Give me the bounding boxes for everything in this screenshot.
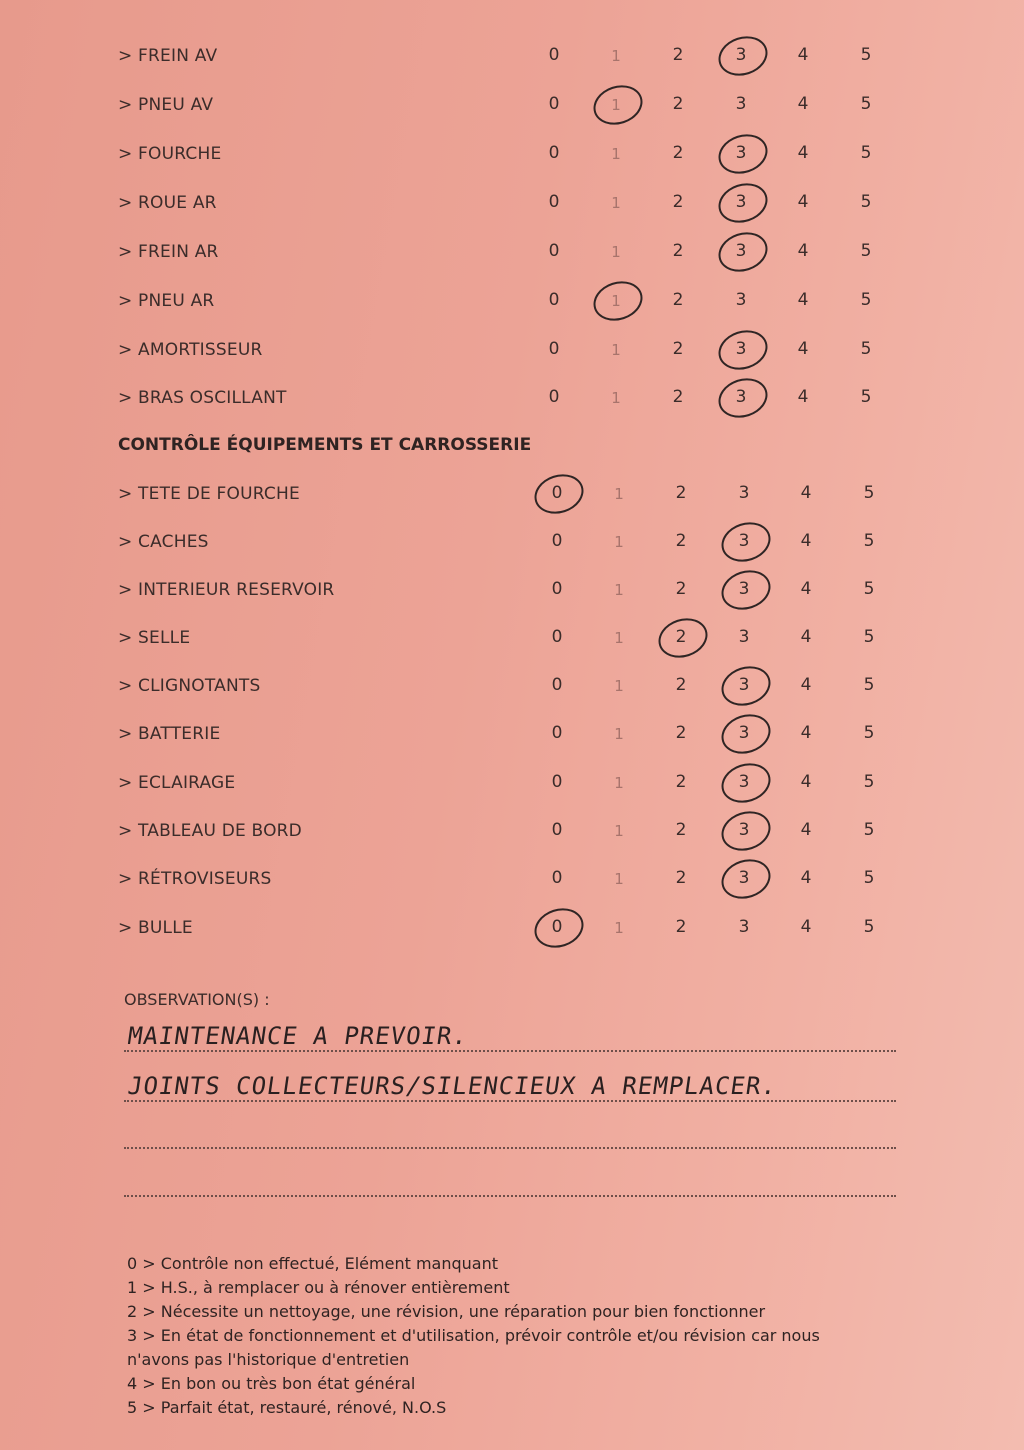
score-4: 4 <box>797 45 809 65</box>
score-0: 0 <box>548 192 560 212</box>
row-label: > INTERIEUR RESERVOIR <box>118 580 335 600</box>
rating-row <box>0 672 1024 702</box>
score-2: 2 <box>675 917 687 937</box>
score-4: 4 <box>797 192 809 212</box>
score-3: 3 <box>738 723 750 743</box>
score-1: 1 <box>611 389 621 407</box>
rating-row <box>0 480 1024 510</box>
legend-item: 2 > Nécessite un nettoyage, une révision, une réparation pour bien fonctionner <box>127 1302 766 1321</box>
score-5: 5 <box>860 192 872 212</box>
score-1: 1 <box>611 243 621 261</box>
score-1: 1 <box>611 47 621 65</box>
score-1: 1 <box>614 485 624 503</box>
observation-dotted-line-4 <box>124 1195 896 1197</box>
score-1: 1 <box>611 145 621 163</box>
legend-item: 4 > En bon ou très bon état général <box>127 1374 416 1393</box>
rating-legend <box>127 1252 820 1420</box>
score-4: 4 <box>797 387 809 407</box>
row-label: > ECLAIRAGE <box>118 773 236 793</box>
score-4: 4 <box>800 868 812 888</box>
score-0: 0 <box>551 868 563 888</box>
score-1: 1 <box>614 677 624 695</box>
row-label: > FREIN AR <box>118 242 219 262</box>
circled-rating-mark <box>716 757 775 809</box>
rating-row <box>0 817 1024 847</box>
score-2: 2 <box>672 387 684 407</box>
observation-line-1: MAINTENANCE A PREVOIR. <box>126 1022 470 1050</box>
score-3: 3 <box>735 290 747 310</box>
legend-item: 1 > H.S., à remplacer ou à rénover entièrement <box>127 1278 510 1297</box>
row-label: > FREIN AV <box>118 46 218 66</box>
score-0: 0 <box>551 772 563 792</box>
score-0: 0 <box>551 917 563 937</box>
row-label: > SELLE <box>118 628 191 648</box>
score-4: 4 <box>800 531 812 551</box>
score-3: 3 <box>738 820 750 840</box>
score-0: 0 <box>548 94 560 114</box>
score-4: 4 <box>797 241 809 261</box>
circled-rating-mark <box>588 79 647 131</box>
row-label: > TETE DE FOURCHE <box>118 484 300 504</box>
score-5: 5 <box>863 820 875 840</box>
score-2: 2 <box>675 579 687 599</box>
score-5: 5 <box>863 772 875 792</box>
score-1: 1 <box>614 919 624 937</box>
score-1: 1 <box>614 581 624 599</box>
score-2: 2 <box>675 772 687 792</box>
score-4: 4 <box>800 483 812 503</box>
circled-rating-mark <box>588 275 647 327</box>
score-5: 5 <box>860 241 872 261</box>
row-label: > FOURCHE <box>118 144 222 164</box>
score-4: 4 <box>800 627 812 647</box>
score-3: 3 <box>735 45 747 65</box>
score-4: 4 <box>800 917 812 937</box>
score-2: 2 <box>675 868 687 888</box>
score-3: 3 <box>738 772 750 792</box>
score-3: 3 <box>735 143 747 163</box>
score-5: 5 <box>860 45 872 65</box>
score-5: 5 <box>860 94 872 114</box>
score-2: 2 <box>675 723 687 743</box>
score-2: 2 <box>675 483 687 503</box>
score-0: 0 <box>548 339 560 359</box>
score-3: 3 <box>738 483 750 503</box>
circled-rating-mark <box>653 612 712 664</box>
score-0: 0 <box>551 723 563 743</box>
rating-row <box>0 528 1024 558</box>
score-4: 4 <box>800 675 812 695</box>
circled-rating-mark <box>716 660 775 712</box>
rating-row <box>0 624 1024 654</box>
score-2: 2 <box>672 94 684 114</box>
circled-rating-mark <box>713 177 772 229</box>
score-5: 5 <box>860 387 872 407</box>
rating-row <box>0 576 1024 606</box>
score-1: 1 <box>611 96 621 114</box>
rating-row <box>0 189 1024 219</box>
circled-rating-mark <box>713 30 772 82</box>
rating-row <box>0 287 1024 317</box>
score-0: 0 <box>551 531 563 551</box>
score-3: 3 <box>738 627 750 647</box>
score-0: 0 <box>551 483 563 503</box>
legend-item: 0 > Contrôle non effectué, Elément manquant <box>127 1254 498 1273</box>
circled-rating-mark <box>713 226 772 278</box>
observation-dotted-line-2 <box>124 1100 896 1102</box>
score-0: 0 <box>551 579 563 599</box>
score-4: 4 <box>800 772 812 792</box>
circled-rating-mark <box>716 708 775 760</box>
rating-row <box>0 914 1024 944</box>
score-3: 3 <box>735 94 747 114</box>
score-2: 2 <box>672 290 684 310</box>
score-3: 3 <box>735 192 747 212</box>
score-4: 4 <box>800 820 812 840</box>
circled-rating-mark <box>713 372 772 424</box>
score-1: 1 <box>614 774 624 792</box>
score-2: 2 <box>675 531 687 551</box>
row-label: > PNEU AV <box>118 95 214 115</box>
score-4: 4 <box>797 94 809 114</box>
rating-row <box>0 91 1024 121</box>
row-label: > CLIGNOTANTS <box>118 676 261 696</box>
score-0: 0 <box>551 675 563 695</box>
score-5: 5 <box>863 675 875 695</box>
score-0: 0 <box>551 627 563 647</box>
score-1: 1 <box>614 822 624 840</box>
score-3: 3 <box>738 579 750 599</box>
score-5: 5 <box>860 143 872 163</box>
score-2: 2 <box>672 45 684 65</box>
rating-row <box>0 865 1024 895</box>
rating-row <box>0 42 1024 72</box>
score-4: 4 <box>800 579 812 599</box>
score-0: 0 <box>548 241 560 261</box>
circled-rating-mark <box>716 805 775 857</box>
observations-label: OBSERVATION(S) : <box>124 990 270 1009</box>
score-3: 3 <box>738 675 750 695</box>
legend-item: 5 > Parfait état, restauré, rénové, N.O.S <box>127 1398 447 1417</box>
circled-rating-mark <box>529 468 588 520</box>
rating-row <box>0 720 1024 750</box>
legend-item: n'avons pas l'historique d'entretien <box>127 1350 410 1369</box>
score-5: 5 <box>863 723 875 743</box>
score-4: 4 <box>800 723 812 743</box>
score-5: 5 <box>863 483 875 503</box>
score-2: 2 <box>672 241 684 261</box>
rating-row <box>0 238 1024 268</box>
row-label: > RÉTROVISEURS <box>118 869 272 889</box>
score-1: 1 <box>614 629 624 647</box>
row-label: > BRAS OSCILLANT <box>118 388 287 408</box>
score-1: 1 <box>614 533 624 551</box>
circled-rating-mark <box>716 853 775 905</box>
score-3: 3 <box>738 868 750 888</box>
row-label: > BATTERIE <box>118 724 221 744</box>
rating-row <box>0 336 1024 366</box>
score-0: 0 <box>548 45 560 65</box>
circled-rating-mark <box>529 902 588 954</box>
score-1: 1 <box>611 341 621 359</box>
score-1: 1 <box>611 292 621 310</box>
score-5: 5 <box>863 579 875 599</box>
score-5: 5 <box>860 290 872 310</box>
score-2: 2 <box>675 627 687 647</box>
rating-row <box>0 384 1024 414</box>
score-4: 4 <box>797 339 809 359</box>
score-4: 4 <box>797 143 809 163</box>
circled-rating-mark <box>713 324 772 376</box>
score-3: 3 <box>735 241 747 261</box>
score-0: 0 <box>551 820 563 840</box>
score-2: 2 <box>675 820 687 840</box>
observation-dotted-line-1 <box>124 1050 896 1052</box>
score-5: 5 <box>863 627 875 647</box>
score-0: 0 <box>548 143 560 163</box>
circled-rating-mark <box>716 516 775 568</box>
score-4: 4 <box>797 290 809 310</box>
score-2: 2 <box>675 675 687 695</box>
section-title: CONTRÔLE ÉQUIPEMENTS ET CARROSSERIE <box>118 435 532 455</box>
score-3: 3 <box>738 917 750 937</box>
observation-line-2: JOINTS COLLECTEURS/SILENCIEUX A REMPLACER. <box>126 1072 779 1100</box>
observation-dotted-line-3 <box>124 1147 896 1149</box>
score-1: 1 <box>614 870 624 888</box>
score-3: 3 <box>735 339 747 359</box>
score-1: 1 <box>614 725 624 743</box>
score-3: 3 <box>735 387 747 407</box>
row-label: > ROUE AR <box>118 193 217 213</box>
score-5: 5 <box>863 917 875 937</box>
score-5: 5 <box>860 339 872 359</box>
circled-rating-mark <box>716 564 775 616</box>
rating-row <box>0 769 1024 799</box>
legend-item: 3 > En état de fonctionnement et d'utilisation, prévoir contrôle et/ou révision car nous <box>127 1326 820 1345</box>
score-3: 3 <box>738 531 750 551</box>
row-label: > PNEU AR <box>118 291 215 311</box>
score-2: 2 <box>672 143 684 163</box>
score-1: 1 <box>611 194 621 212</box>
row-label: > AMORTISSEUR <box>118 340 263 360</box>
score-5: 5 <box>863 868 875 888</box>
score-0: 0 <box>548 290 560 310</box>
score-2: 2 <box>672 192 684 212</box>
row-label: > BULLE <box>118 918 193 938</box>
score-2: 2 <box>672 339 684 359</box>
row-label: > CACHES <box>118 532 209 552</box>
score-5: 5 <box>863 531 875 551</box>
row-label: > TABLEAU DE BORD <box>118 821 302 841</box>
rating-row <box>0 140 1024 170</box>
score-0: 0 <box>548 387 560 407</box>
circled-rating-mark <box>713 128 772 180</box>
